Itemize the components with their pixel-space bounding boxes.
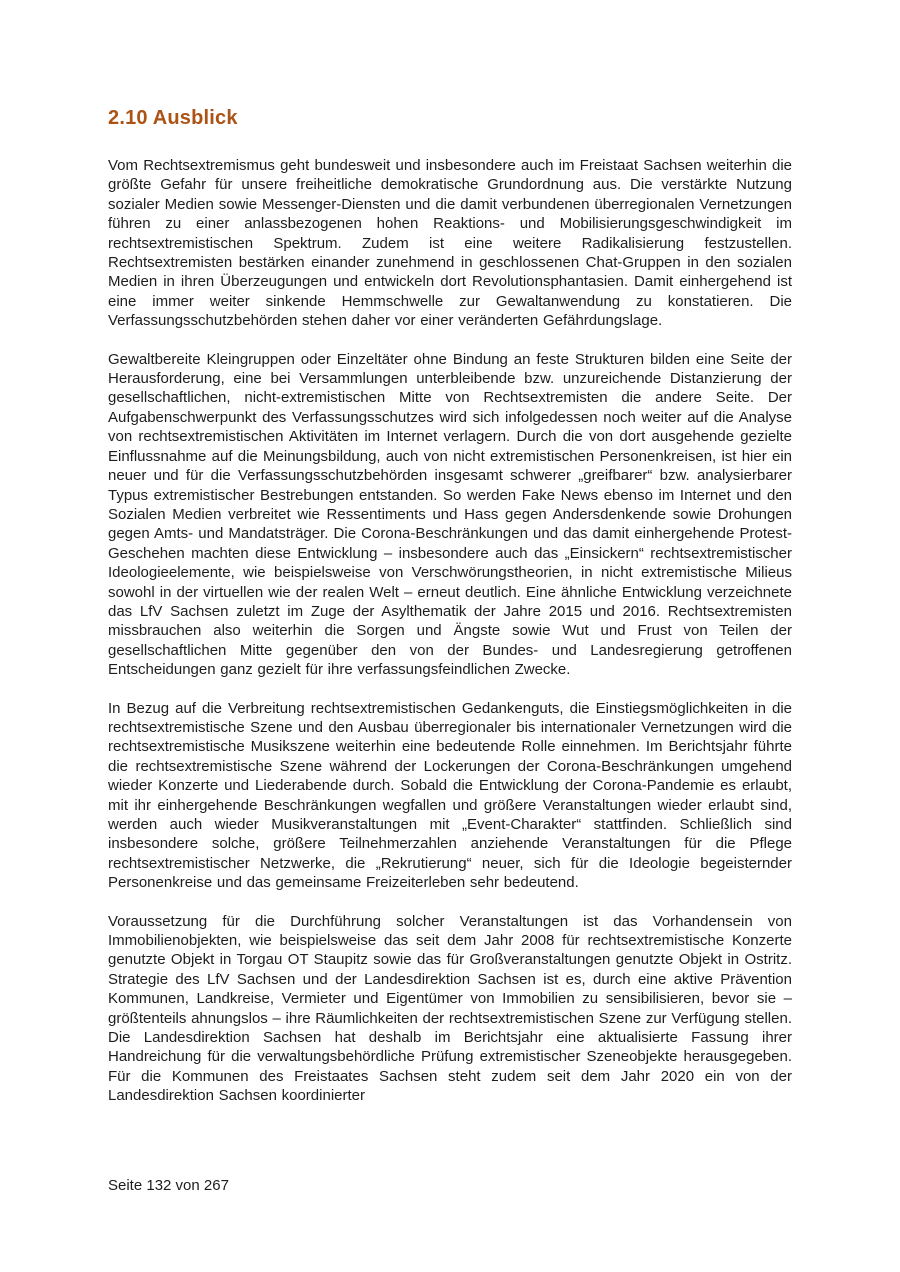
paragraph-venues-prevention: Voraussetzung für die Durchführung solcher Veranstaltungen ist das Vorhandensein von Immobilienobjekten, wie beispielsweise das seit dem Jahr 2008 für rechtsextremistische Konzerte genutzte Objekt in Torgau OT Staupitz sowie das für Großveranstaltungen genutzte Objekt in Ostritz. Strategie des LfV Sachsen und der Landesdirektion Sachsen ist es, durch eine aktive Prävention Kommunen, Landkreise, Vermieter und Eigentümer von Immobilien zu sensibilisieren, bevor sie – größtenteils ahnungslos – ihre Räumlichkeiten der rechtsextremistischen Szene zur Verfügung stellen. Die Landesdirektion Sachsen hat deshalb im Berichtsjahr eine aktualisierte Fassung ihrer Handreichung für die verwaltungsbehördliche Prüfung extremistischer Szeneobjekte herausgegeben. Für die Kommunen des Freistaates Sachsen steht zudem seit dem Jahr 2020 ein von der Landesdirektion Sachsen koordinierter: [108, 912, 792, 1105]
page-number-footer: Seite 132 von 267: [108, 1177, 229, 1194]
page-content: [108, 0, 792, 1125]
paragraph-music-scene: In Bezug auf die Verbreitung rechtsextremistischen Gedankenguts, die Einstiegsmöglichkeiten in die rechtsextremistische Szene und den Ausbau überregionaler bis internationaler Vernetzungen wird die rechtsextremistische Musikszene weiterhin eine bedeutende Rolle einnehmen. Im Berichtsjahr führte die rechtsextremistische Szene während der Lockerungen der Corona-Beschränkungen umgehend wieder Konzerte und Liederabende durch. Sobald die Entwicklung der Corona-Pandemie es erlaubt, mit ihr einhergehende Beschränkungen wegfallen und größere Veranstaltungen wieder erlaubt sind, werden auch wieder Musikveranstaltungen mit „Event-Charakter“ stattfinden. Schließlich sind insbesondere solche, größere Teilnehmerzahlen anziehende Veranstaltungen für die Pflege rechtsextremistischer Netzwerke, die „Rekrutierung“ neuer, sich für die Ideologie begeisternder Personenkreise und das gemeinsame Freizeiterleben sehr bedeutend.: [108, 699, 792, 892]
section-heading: 2.10 Ausblick: [108, 107, 238, 129]
paragraph-internet-activities: Gewaltbereite Kleingruppen oder Einzeltäter ohne Bindung an feste Strukturen bilden eine Seite der Herausforderung, eine bei Versammlungen unterbleibende bzw. unzureichende Distanzierung der gesellschaftlichen, nicht-extremistischen Mitte von Rechtsextremisten die andere Seite. Der Aufgabenschwerpunkt des Verfassungsschutzes wird sich infolgedessen noch weiter auf die Analyse von rechtsextremistischen Aktivitäten im Internet verlagern. Durch die von dort ausgehende gezielte Einflussnahme auf die Meinungsbildung, auch von nicht extremistischen Personenkreisen, ist hier ein neuer und für die Verfassungsschutzbehörden insgesamt schwerer „greifbarer“ bzw. analysierbarer Typus extremistischer Bestrebungen entstanden. So werden Fake News ebenso im Internet und den Sozialen Medien verbreitet wie Ressentiments und Hass gegen Andersdenkende sowie Drohungen gegen Amts- und Mandatsträger. Die Corona-Beschränkungen und das damit einhergehende Protest-Geschehen machten diese Entwicklung – insbesondere auch das „Einsickern“ rechtsextremistischer Ideologieelemente, wie beispielsweise von Verschwörungstheorien, in nicht extremistische Milieus sowohl in der virtuellen wie der realen Welt – erneut deutlich. Eine ähnliche Entwicklung verzeichnete das LfV Sachsen zuletzt im Zuge der Asylthematik der Jahre 2015 und 2016. Rechtsextremisten missbrauchen also weiterhin die Sorgen und Ängste sowie Wut und Frust von Teilen der gesellschaftlichen Mitte gegenüber den von der Bundes- und Landesregierung getroffenen Entscheidungen ganz gezielt für ihre verfassungsfeindlichen Zwecke.: [108, 350, 792, 679]
paragraph-threat-overview: Vom Rechtsextremismus geht bundesweit und insbesondere auch im Freistaat Sachsen weiterhin die größte Gefahr für unsere freiheitliche demokratische Grundordnung aus. Die verstärkte Nutzung sozialer Medien sowie Messenger-Diensten und die damit verbundenen überregionalen Vernetzungen führen zu einer anlassbezogenen hohen Reaktions- und Mobilisierungsgeschwindigkeit im rechtsextremistischen Spektrum. Zudem ist eine weitere Radikalisierung festzustellen. Rechtsextremisten bestärken einander zunehmend in geschlossenen Chat-Gruppen in den sozialen Medien in ihren Überzeugungen und entwickeln dort Revolutionsphantasien. Damit einhergehend ist eine immer weiter sinkende Hemmschwelle zur Gewaltanwendung zu konstatieren. Die Verfassungsschutzbehörden stehen daher vor einer veränderten Gefährdungslage.: [108, 157, 792, 330]
